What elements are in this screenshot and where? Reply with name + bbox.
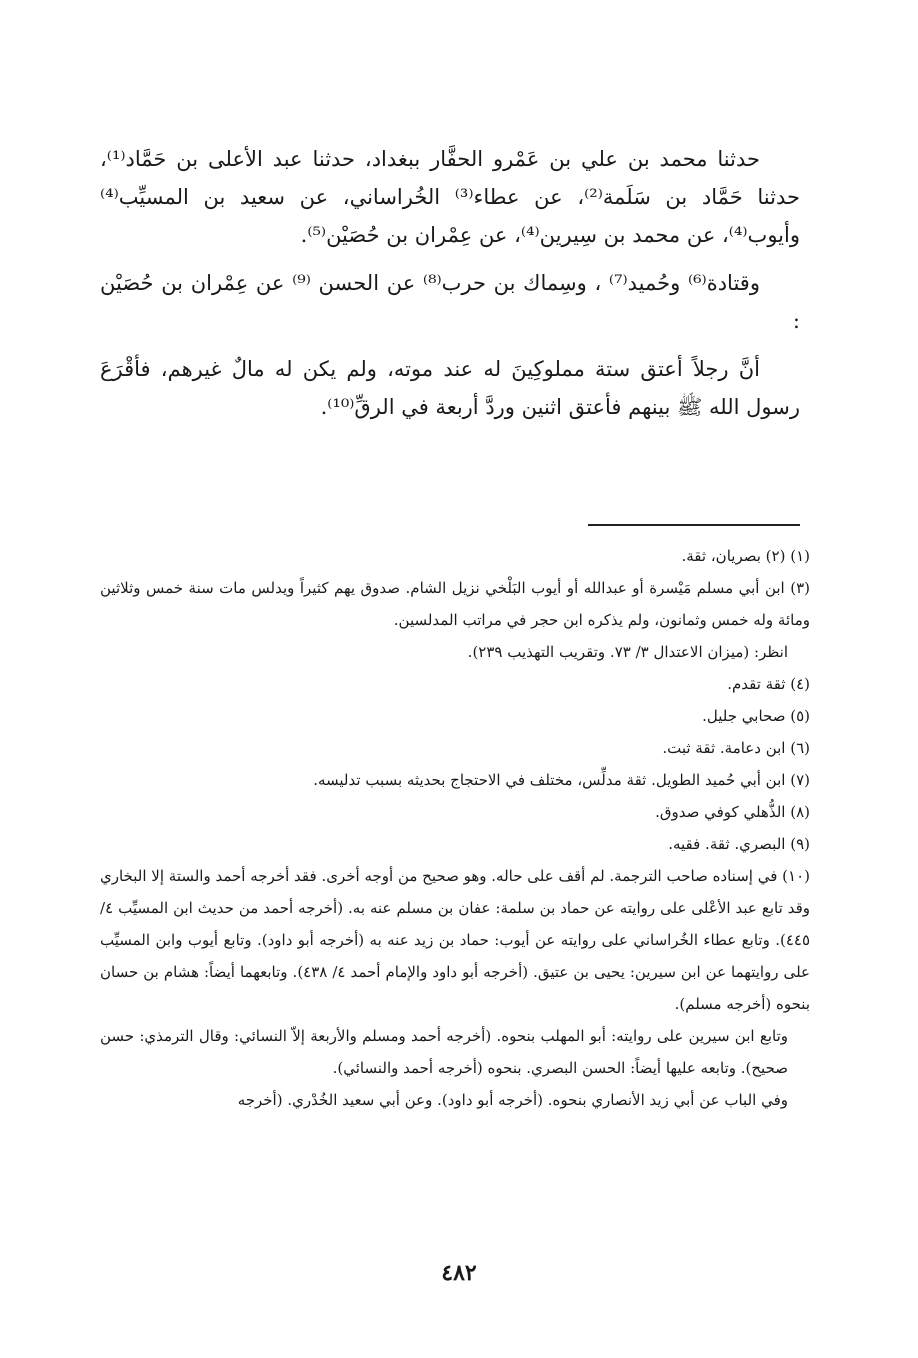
page-number: ٤٨٢: [441, 1260, 477, 1286]
hadith-chain-continuation: وقتادة⁽⁶⁾ وحُميد⁽⁷⁾ ، وسِماك بن حرب⁽⁸⁾ عن الحسن ⁽⁹⁾ عن عِمْران بن حُصَيْن :: [100, 271, 800, 333]
footnote-divider: [588, 524, 800, 526]
footnotes: [100, 540, 810, 1116]
footnote-9: (٩) البصري. ثقة. فقيه.: [668, 835, 810, 853]
footnote-8: (٨) الذُّهلي كوفي صدوق.: [655, 803, 810, 821]
hadith-chain-paragraph: حدثنا محمد بن علي بن عَمْرو الحفَّار ببغداد، حدثنا عبد الأعلى بن حَمَّاد⁽¹⁾، حدثنا حَمَّاد بن سَلَمة⁽²⁾، عن عطاء⁽³⁾ الخُراساني، عن سعيد بن المسيِّب⁽⁴⁾ وأيوب⁽⁴⁾، عن محمد بن سِيرين⁽⁴⁾، عن عِمْران بن حُصَيْن⁽⁵⁾.: [100, 147, 800, 247]
main-text: [100, 140, 800, 436]
footnote-10-continuation-2: وفي الباب عن أبي زيد الأنصاري بنحوه. (أخرجه أبو داود). وعن أبي سعيد الخُدْري. (أخرجه: [237, 1091, 788, 1109]
hadith-text: أنَّ رجلاً أعتق ستة مملوكِينَ له عند موته، ولم يكن له مالٌ غيرهم، فأقْرَعَ رسول الله ﷺ بينهم فأعتق اثنين وردَّ أربعة في الرقِّ⁽¹⁰⁾.: [100, 357, 800, 419]
footnote-3: (٣) ابن أبي مسلم مَيْسرة أو عبدالله أو أيوب البَلْخي نزيل الشام. صدوق يهم كثيراً ويدلس مات سنة خمس وثلاثين ومائة وله خمس وثمانون، ولم يذكره ابن حجر في مراتب المدلسين.: [100, 579, 810, 629]
footnote-7: (٧) ابن أبي حُميد الطويل. ثقة مدلِّس، مختلف في الاحتجاج بحديثه بسبب تدليسه.: [313, 771, 810, 789]
footnote-4: (٤) ثقة تقدم.: [727, 675, 810, 693]
footnote-5: (٥) صحابي جليل.: [702, 707, 810, 725]
footnote-10: (١٠) في إسناده صاحب الترجمة. لم أقف على حاله. وهو صحيح من أوجه أخرى. فقد أخرجه أحمد والستة إلا البخاري وقد تابع عبد الأعْلى على روايته عن حماد بن سلمة: عفان بن مسلم عنه به. (أخرجه أحمد من حديث ابن المسيِّب ٤/ ٤٤٥). وتابع عطاء الخُراساني على روايته عن أيوب: حماد بن زيد عنه به (أخرجه أبو داود). وتابع أيوب وابن المسيِّب على روايتهما عن ابن سيرين: يحيى بن عتيق. (أخرجه أبو داود والإمام أحمد ٤/ ٤٣٨). وتابعهما أيضاً: هشام بن حسان بنحوه (أخرجه مسلم).: [100, 867, 811, 1013]
footnote-10-continuation: وتابع ابن سيرين على روايته: أبو المهلب بنحوه. (أخرجه أحمد ومسلم والأربعة إلاّ النسائي: وقال الترمذي: حسن صحيح). وتابعه عليها أيضاً: الحسن البصري. بنحوه (أخرجه أحمد والنسائي).: [100, 1027, 788, 1077]
footnote-6: (٦) ابن دعامة. ثقة ثبت.: [662, 739, 810, 757]
footnote-1-2: (١) (٢) بصريان، ثقة.: [681, 547, 810, 565]
footnote-3-reference: انظر: (ميزان الاعتدال ٣/ ٧٣. وتقريب التهذيب ٢٣٩).: [467, 643, 788, 661]
